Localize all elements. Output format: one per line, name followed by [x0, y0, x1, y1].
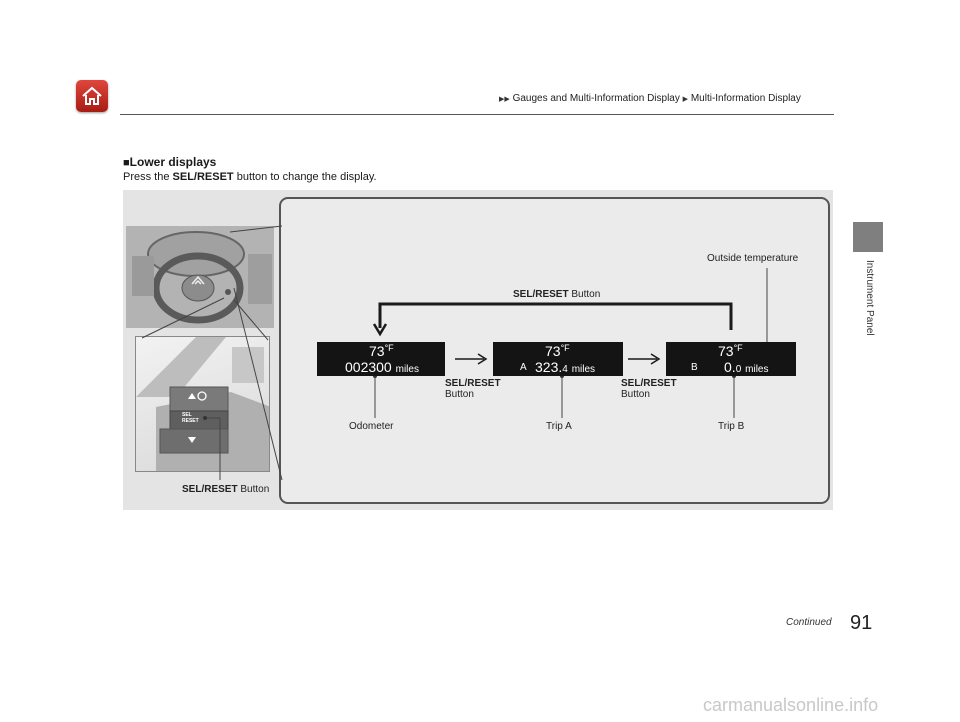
watermark: carmanualsonline.info [703, 695, 879, 715]
square-bullet-icon: ■ [123, 157, 130, 169]
trip-b-readout: 0.0 miles [724, 359, 769, 375]
trip-b-letter: B [691, 362, 698, 373]
breadcrumb-link-gauges[interactable]: Gauges and Multi-Information Display [512, 93, 680, 104]
outside-temp-readout: $73^{^\circ F}$ [369, 343, 394, 359]
trip-a-readout: 323.4 miles [535, 359, 596, 375]
step-label-1: SEL/RESET Button [445, 378, 501, 400]
trip-a-letter: A [520, 362, 527, 373]
intro-text: Press the SEL/RESET button to change the display. [123, 171, 377, 183]
step-label-2: SEL/RESET Button [621, 378, 677, 400]
trip-a-screen [493, 342, 623, 376]
odometer-screen [317, 342, 445, 376]
bottom-sel-reset-label: SEL/RESET Button [182, 484, 270, 495]
continued-note: Continued [786, 617, 832, 628]
top-sel-reset-label: SEL/RESET Button [513, 289, 601, 300]
chapter-label: Instrument Panel [864, 260, 875, 336]
page-number: 91 [850, 612, 873, 634]
section-title: ■Lower displays [123, 155, 217, 169]
odometer-readout: 002300 miles [345, 359, 419, 375]
outside-temperature-label: Outside temperature [707, 253, 799, 264]
odometer-label: Odometer [349, 421, 394, 432]
outside-temp-readout: $73^{^\circ F}$ [718, 343, 743, 359]
sel-reset-button-caption: SEL RESET [182, 412, 199, 424]
trip-a-label: Trip A [546, 421, 572, 432]
outside-temp-readout: $73^{^\circ F}$ [545, 343, 570, 359]
breadcrumb-link-multi-info[interactable]: Multi-Information Display [690, 93, 801, 104]
triangle-arrow-icon: ▶ [682, 96, 689, 103]
double-triangle-arrow-icon: ▶▶ [499, 96, 510, 103]
trip-b-label: Trip B [718, 421, 745, 432]
trip-b-screen [666, 342, 796, 376]
